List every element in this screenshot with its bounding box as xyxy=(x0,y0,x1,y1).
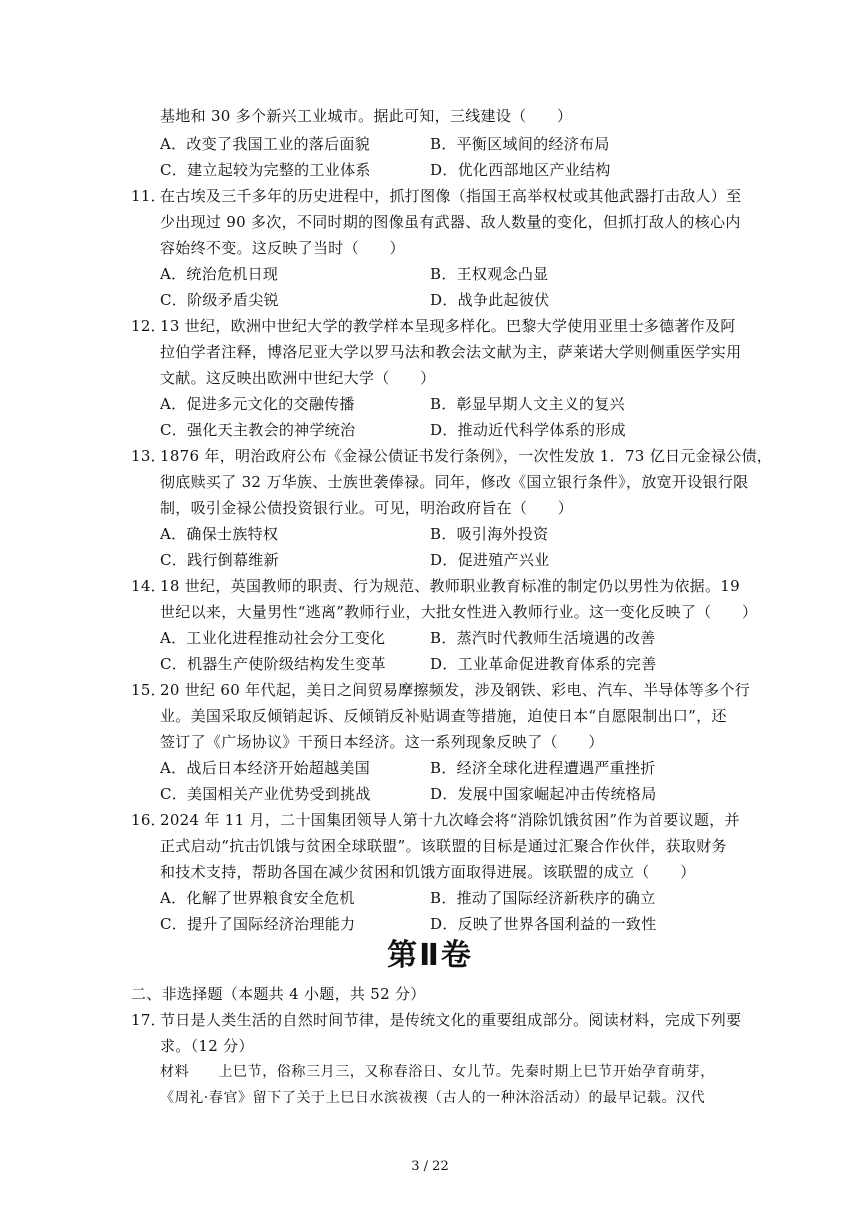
q11-option-a: A．统治危机日现 xyxy=(160,265,279,283)
q16-stem-line-1: 2024 年 11 月，二十国集团领导人第十九次峰会将“消除饥饿贫困”作为首要议题，并 xyxy=(160,811,740,829)
q12-stem-line-3: 文献。这反映出欧洲中世纪大学（ ） xyxy=(160,369,436,387)
q17-stem-line-2: 求。（12 分） xyxy=(160,1037,254,1055)
q16-option-a: A．化解了世界粮食安全危机 xyxy=(160,889,355,907)
q13-option-a: A．确保士族特权 xyxy=(160,525,279,543)
q13-stem-line-3: 制，吸引金禄公债投资银行业。可见，明治政府旨在（ ） xyxy=(160,499,574,517)
q13-number: 13． xyxy=(131,447,166,465)
q10-option-b: B．平衡区域间的经济布局 xyxy=(430,135,610,153)
q17-material-line-2: 《周礼·春官》留下了关于上巳日水滨祓禊（古人的一种沐浴活动）的最早记载。汉代 xyxy=(160,1090,706,1106)
q12-stem-line-1: 13 世纪，欧洲中世纪大学的教学样本呈现多样化。巴黎大学使用亚里士多德著作及阿 xyxy=(160,317,736,335)
q16-stem-line-2: 正式启动“抗击饥饿与贫困全球联盟”。该联盟的目标是通过汇聚合作伙伴，获取财务 xyxy=(160,837,727,855)
q11-option-c: C．阶级矛盾尖锐 xyxy=(160,291,279,309)
q12-number: 12． xyxy=(131,317,166,335)
q10-stem-continuation: 基地和 30 多个新兴工业城市。据此可知，三线建设（ ） xyxy=(160,107,573,125)
q15-option-b: B．经济全球化进程遭遇严重挫折 xyxy=(430,759,656,777)
q13-option-b: B．吸引海外投资 xyxy=(430,525,549,543)
q11-option-d: D．战争此起彼伏 xyxy=(430,291,550,309)
page-number: 3 / 22 xyxy=(411,1159,449,1174)
q13-stem-line-2: 彻底赎买了 32 万华族、士族世袭俸禄。同年，修改《国立银行条件》，放宽开设银行限 xyxy=(160,473,749,491)
q17-number: 17． xyxy=(131,1011,166,1029)
q13-option-d: D．促进殖产兴业 xyxy=(430,551,550,569)
q12-option-c: C．强化天主教会的神学统治 xyxy=(160,421,356,439)
q14-stem-line-2: 世纪以来，大量男性“逃离”教师行业，大批女性进入教师行业。这一变化反映了（ ） xyxy=(160,603,758,621)
q15-number: 15． xyxy=(131,681,166,699)
q11-stem-line-1: 在古埃及三千多年的历史进程中，抓打图像（指国王高举权杖或其他武器打击敌人）至 xyxy=(160,187,742,205)
q11-option-b: B．王权观念凸显 xyxy=(430,265,549,283)
q16-option-d: D．反映了世界各国利益的一致性 xyxy=(430,915,657,933)
section-heading: 二、非选择题（本题共 4 小题，共 52 分） xyxy=(131,985,426,1003)
q11-number: 11． xyxy=(131,187,166,205)
q14-stem-line-1: 18 世纪，英国教师的职责、行为规范、教师职业教育标准的制定仍以男性为依据。19 xyxy=(160,577,740,595)
q15-option-d: D．发展中国家崛起冲击传统格局 xyxy=(430,785,657,803)
q13-stem-line-1: 1876 年，明治政府公布《金禄公债证书发行条例》，一次性发放 1．73 亿日元金禄公债， xyxy=(160,447,773,465)
q14-number: 14． xyxy=(131,577,166,595)
q16-option-b: B．推动了国际经济新秩序的确立 xyxy=(430,889,656,907)
section-title: 第Ⅱ卷 xyxy=(387,938,473,973)
q15-option-a: A．战后日本经济开始超越美国 xyxy=(160,759,371,777)
q12-option-b: B．彰显早期人文主义的复兴 xyxy=(430,395,625,413)
q11-stem-line-3: 容始终不变。这反映了当时（ ） xyxy=(160,239,405,257)
q14-option-a: A．工业化进程推动社会分工变化 xyxy=(160,629,386,647)
q17-stem-line-1: 节日是人类生活的自然时间节律，是传统文化的重要组成部分。阅读材料，完成下列要 xyxy=(160,1011,742,1029)
q15-stem-line-1: 20 世纪 60 年代起，美日之间贸易摩擦频发，涉及钢铁、彩电、汽车、半导体等多个行 xyxy=(160,681,751,699)
q15-stem-line-2: 业。美国采取反倾销起诉、反倾销反补贴调查等措施，迫使日本“自愿限制出口”，还 xyxy=(160,707,727,725)
q10-option-c: C．建立起较为完整的工业体系 xyxy=(160,161,371,179)
q12-stem-line-2: 拉伯学者注释，博洛尼亚大学以罗马法和教会法文献为主，萨莱诺大学则侧重医学实用 xyxy=(160,343,742,361)
q11-stem-line-2: 少出现过 90 多次，不同时期的图像虽有武器、敌人数量的变化，但抓打敌人的核心内 xyxy=(160,213,741,231)
q17-material-line-1: 材料 上巳节，俗称三月三，又称春浴日、女儿节。先秦时期上巳节开始孕育萌芽， xyxy=(160,1064,715,1080)
q16-number: 16． xyxy=(131,811,166,829)
q15-option-c: C．美国相关产业优势受到挑战 xyxy=(160,785,371,803)
q12-option-d: D．推动近代科学体系的形成 xyxy=(430,421,626,439)
q10-option-d: D．优化西部地区产业结构 xyxy=(430,161,611,179)
q10-option-a: A．改变了我国工业的落后面貌 xyxy=(160,135,371,153)
q14-option-b: B．蒸汽时代教师生活境遇的改善 xyxy=(430,629,656,647)
q12-option-a: A．促进多元文化的交融传播 xyxy=(160,395,355,413)
q13-option-c: C．践行倒幕维新 xyxy=(160,551,279,569)
q15-stem-line-3: 签订了《广场协议》干预日本经济。这一系列现象反映了（ ） xyxy=(160,733,604,751)
q16-option-c: C．提升了国际经济治理能力 xyxy=(160,915,356,933)
q14-option-d: D．工业革命促进教育体系的完善 xyxy=(430,655,657,673)
q14-option-c: C．机器生产使阶级结构发生变革 xyxy=(160,655,386,673)
q16-stem-line-3: 和技术支持，帮助各国在减少贫困和饥饿方面取得进展。该联盟的成立（ ） xyxy=(160,863,696,881)
